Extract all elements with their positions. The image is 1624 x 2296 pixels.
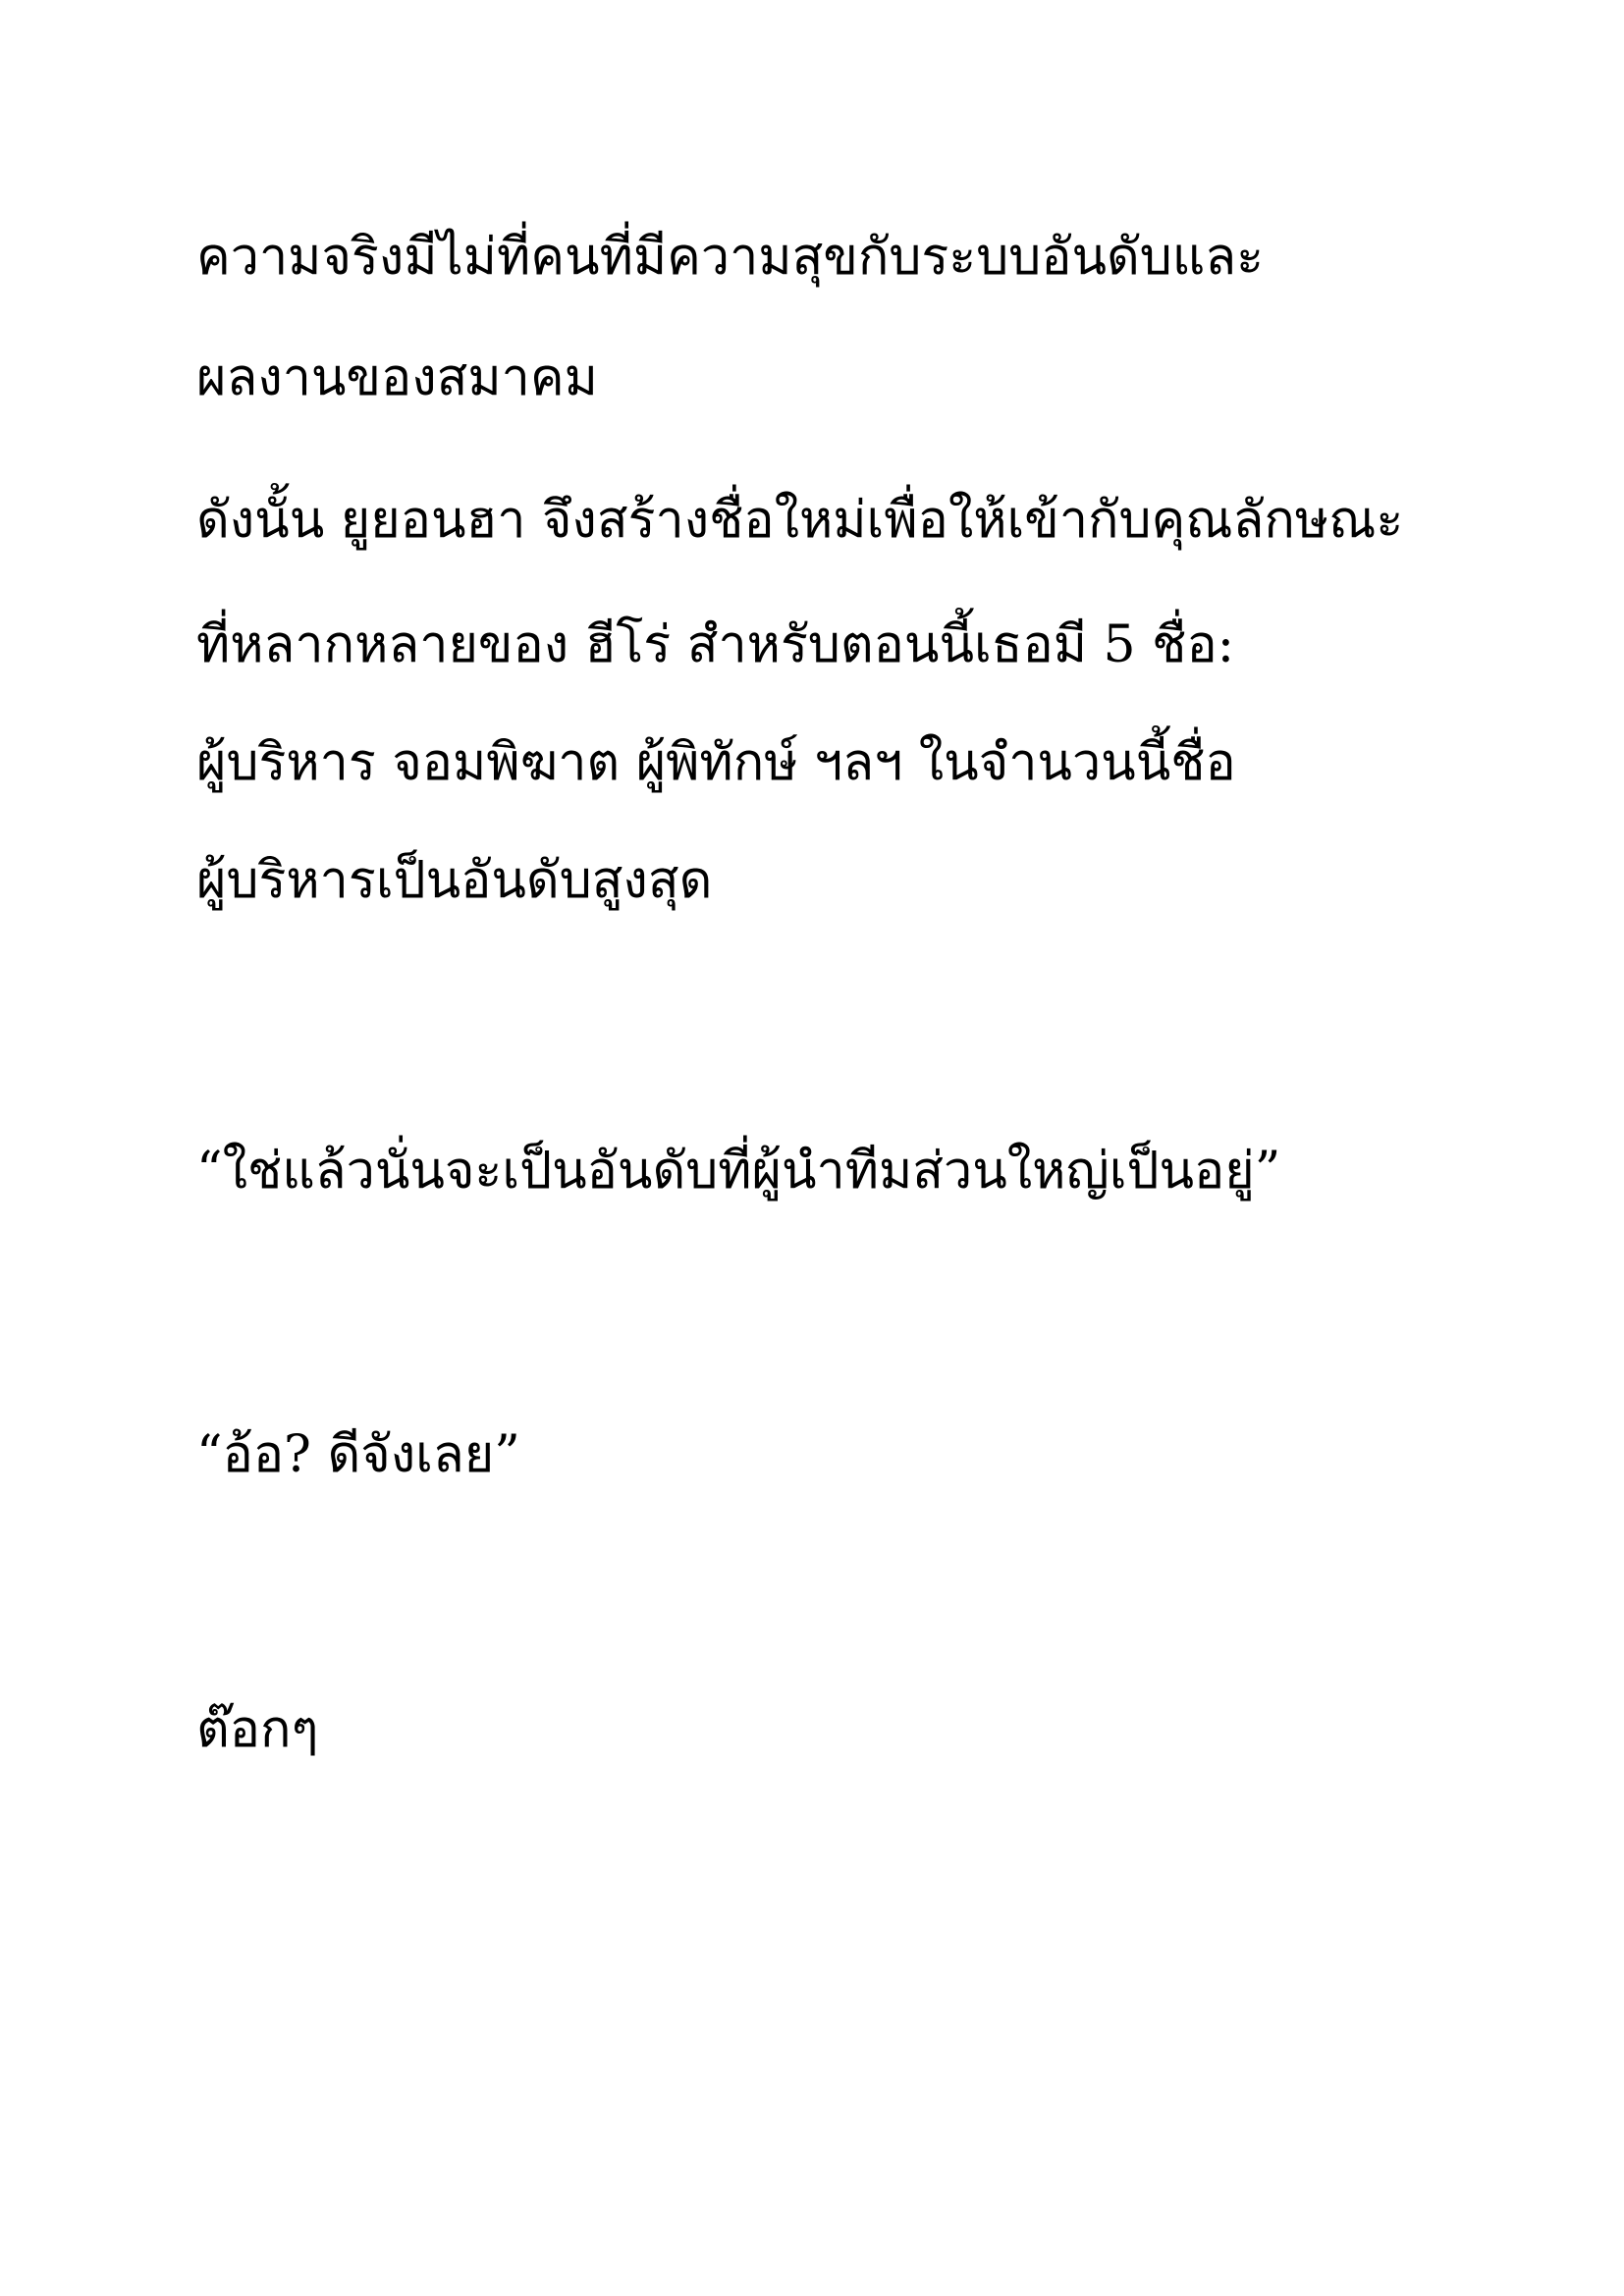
dialogue-line-1: “ใช่แล้วนั่นจะเป็นอันดับที่ผู้นำทีมส่วนใหญ่เป็นอยู่” bbox=[196, 1142, 1281, 1201]
paragraph-1-line-1: ความจริงมีไม่ที่คนที่มีความสุขกับระบบอันดับและ bbox=[196, 228, 1265, 287]
sound-effect-line: ต๊อกๆ bbox=[196, 1700, 319, 1759]
paragraph-2-line-4: ผู้บริหารเป็นอันดับสูงสุด bbox=[196, 851, 713, 910]
paragraph-2-line-3: ผู้บริหาร จอมพิฆาต ผู้พิทักษ์ ฯลฯ ในจำนวนนี้ชื่อ bbox=[196, 733, 1236, 792]
paragraph-1-line-2: ผลงานของสมาคม bbox=[196, 348, 598, 407]
paragraph-2-line-1: ดังนั้น ยูยอนฮา จึงสร้างชื่อใหม่เพื่อให้เข้ากับคุณลักษณะ bbox=[196, 491, 1404, 550]
paragraph-2-line-2: ที่หลากหลายของ ฮีโร่ สำหรับตอนนี้เธอมี 5 ชื่อ: bbox=[196, 615, 1235, 674]
dialogue-line-2: “อ้อ? ดีจังเลย” bbox=[196, 1425, 520, 1484]
